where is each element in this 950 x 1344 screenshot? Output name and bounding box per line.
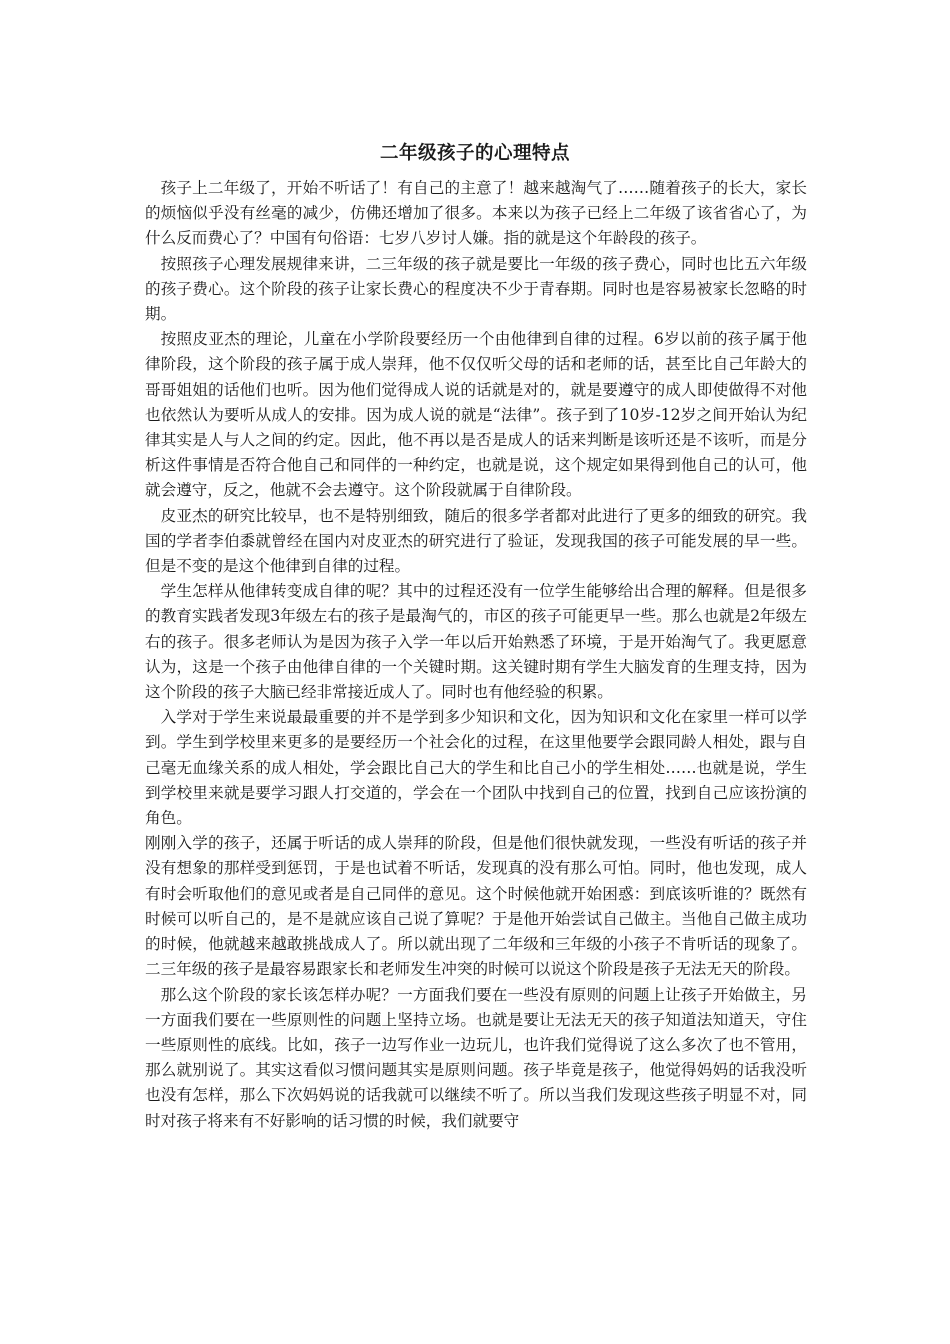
document-title: 二年级孩子的心理特点 (379, 143, 570, 164)
paragraph: 学生怎样从他律转变成自律的呢？其中的过程还没有一位学生能够给出合理的解释。但是很多的教育实践者发现3年级左右的孩子是最淘气的，市区的孩子可能更早一些。那么也就是2年级左右的孩子。很多老师认为是因为孩子入学一年以后开始熟悉了环境，于是开始淘气了。我更愿意认为，这是一个孩子由他律自律的一个关键时期。这关键时期有学生大脑发育的生理支持，因为这个阶段的孩子大脑已经非常接近成人了。同时也有他经验的积累。 (145, 582, 807, 702)
paragraph: 皮亚杰的研究比较早，也不是特别细致，随后的很多学者都对此进行了更多的细致的研究。我国的学者李伯黍就曾经在国内对皮亚杰的研究进行了验证，发现我国的孩子可能发展的早一些。但是不变的是这个他律到自律的过程。 (145, 506, 807, 576)
paragraph: 按照孩子心理发展规律来讲，二三年级的孩子就是要比一年级的孩子费心，同时也比五六年级的孩子费心。这个阶段的孩子让家长费心的程度决不少于青春期。同时也是容易被家长忽略的时期。 (145, 254, 807, 324)
paragraph: 按照皮亚杰的理论，儿童在小学阶段要经历一个由他律到自律的过程。6岁以前的孩子属于他律阶段，这个阶段的孩子属于成人崇拜，他不仅仅听父母的话和老师的话，甚至比自己年龄大的哥哥姐姐的话他们也听。因为他们觉得成人说的话就是对的，就是要遵守的成人即使做得不对他也依然认为要听从成人的安排。因为成人说的就是“法律”。孩子到了10岁-12岁之间开始认为纪律其实是人与人之间的约定。因此，他不再以是否是成人的话来判断是该听还是不该听，而是分析这件事情是否符合他自己和同伴的一种约定，也就是说，这个规定如果得到他自己的认可，他就会遵守，反之，他就不会去遵守。这个阶段就属于自律阶段。 (145, 330, 807, 500)
paragraph: 孩子上二年级了，开始不听话了！有自己的主意了！越来越淘气了……随着孩子的长大，家长的烦恼似乎没有丝毫的减少，仿佛还增加了很多。本来以为孩子已经上二年级了该省省心了，为什么反而费心了？中国有句俗语：七岁八岁讨人嫌。指的就是这个年龄段的孩子。 (145, 179, 807, 248)
paragraph: 入学对于学生来说最最重要的并不是学到多少知识和文化，因为知识和文化在家里一样可以学到。学生到学校里来更多的是要经历一个社会化的过程，在这里他要学会跟同龄人相处，跟与自己毫无血缘关系的成人相处，学会跟比自己大的学生和比自己小的学生相处……也就是说，学生到学校里来就是要学习跟人打交道的，学会在一个团队中找到自己的位置，找到自己应该扮演的角色。 (145, 708, 807, 828)
paragraph: 刚刚入学的孩子，还属于听话的成人崇拜的阶段，但是他们很快就发现，一些没有听话的孩子并没有想象的那样受到惩罚，于是也试着不听话，发现真的没有那么可怕。同时，他也发现，成人有时会听取他们的意见或者是自己同伴的意见。这个时候他就开始困惑：到底该听谁的？既然有时候可以听自己的，是不是就应该自己说了算呢？于是他开始尝试自己做主。当他自己做主成功的时候，他就越来越敢挑战成人了。所以就出现了二年级和三年级的小孩子不肯听话的现象了。二三年级的孩子是最容易跟家长和老师发生冲突的时候可以说这个阶段是孩子无法无天的阶段。 (145, 834, 807, 979)
document-body (145, 176, 807, 1134)
paragraph: 那么这个阶段的家长该怎样办呢？一方面我们要在一些没有原则的问题上让孩子开始做主，另一方面我们要在一些原则性的问题上坚持立场。也就是要让无法无天的孩子知道法知道天，守住一些原则性的底线。比如，孩子一边写作业一边玩儿，也许我们觉得说了这么多次了也不管用，那么就别说了。其实这看似习惯问题其实是原则问题。孩子毕竟是孩子，他觉得妈妈的话我没听也没有怎样，那么下次妈妈说的话我就可以继续不听了。所以当我们发现这些孩子明显不对，同时对孩子将来有不好影响的话习惯的时候，我们就要守 (145, 985, 807, 1130)
